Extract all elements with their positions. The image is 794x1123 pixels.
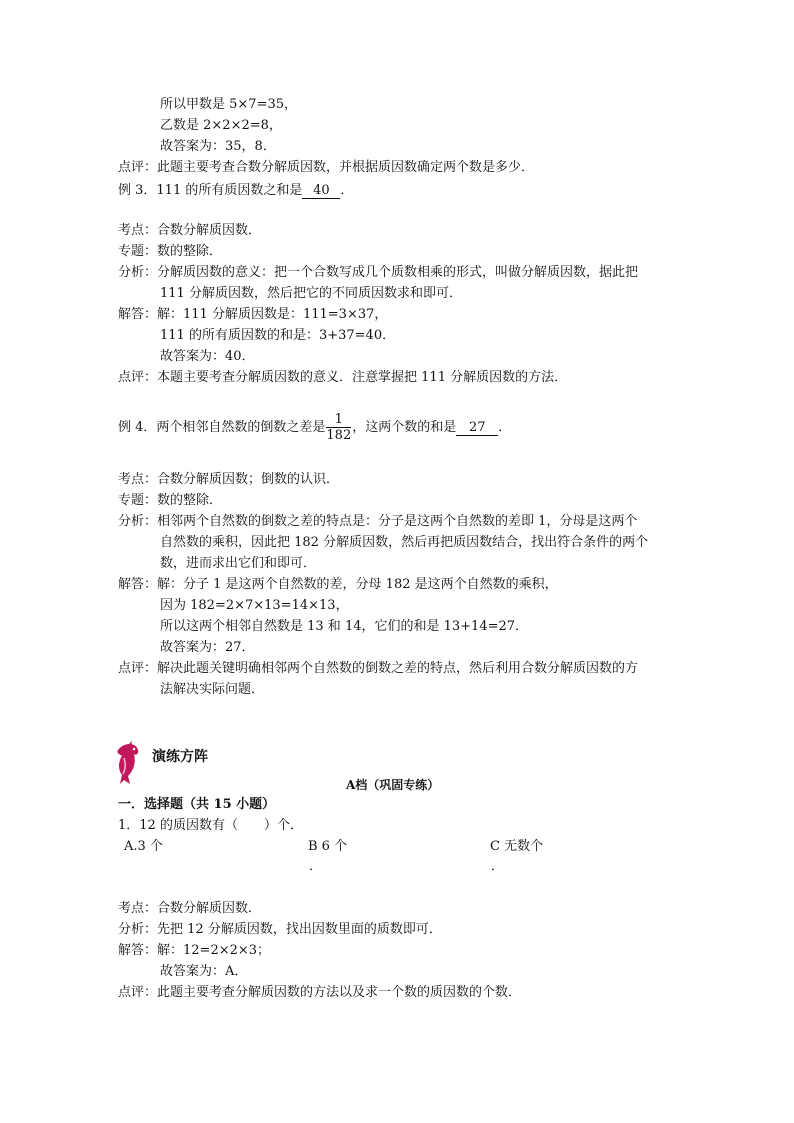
ex4-dianping-2: 法解决实际问题．	[160, 682, 265, 697]
dianping-label: 点评：	[118, 661, 158, 676]
option-c-dot: ．	[491, 859, 505, 874]
dolphin-icon	[112, 740, 142, 788]
fenxi-text: 相邻两个自然数的倒数之差的特点是：分子是这两个自然数的差即 1，分母是这两个	[157, 514, 638, 529]
q1-jieda	[118, 942, 270, 960]
ex3-dianping	[118, 369, 567, 387]
level-title: A档（巩固专练）	[346, 778, 440, 792]
option-b: B 6 个	[308, 839, 348, 854]
ex4-jieda-3: 所以这两个相邻自然数是 13 和 14，它们的和是 13+14=27．	[160, 619, 529, 634]
ex3-kaodian	[118, 222, 261, 240]
dianping-text: 本题主要考查分解质因数的意义．注意掌握把 111 分解质因数的方法．	[157, 370, 568, 385]
jieda-text: 解：12=2×2×3；	[157, 943, 271, 958]
q1-fenxi	[118, 921, 442, 939]
dianping-label: 点评：	[118, 985, 158, 1000]
fenxi-label: 分析：	[118, 922, 158, 937]
zhuanti-label: 专题：	[118, 244, 158, 259]
question-text-b: ，这两个数的和是	[352, 420, 457, 435]
fenxi-text: 先把 12 分解质因数，找出因数里面的质数即可．	[157, 922, 442, 937]
ex4-kaodian	[118, 471, 339, 489]
fraction-denominator: 182	[326, 428, 352, 443]
zhuanti-label: 专题：	[118, 493, 158, 508]
section-heading: 演练方阵	[152, 749, 208, 765]
ex3-jieda-3: 故答案为：40．	[160, 349, 255, 364]
ex4-jieda	[118, 576, 558, 594]
q1-jieda-2: 故答案为：A．	[160, 964, 248, 979]
question-end: ．	[340, 183, 354, 198]
kaodian-label: 考点：	[118, 901, 158, 916]
question-text-a: 例 4．两个相邻自然数的倒数之差是	[118, 420, 326, 435]
ex4-fenxi	[118, 513, 637, 531]
kaodian-text: 合数分解质因数．	[157, 223, 262, 238]
kaodian-text: 合数分解质因数．	[157, 901, 262, 916]
jieda-label: 解答：	[118, 577, 158, 592]
section-title: 一．选择题（共 15 小题）	[118, 797, 276, 812]
answer-blank: 27	[456, 421, 498, 436]
ex3-fenxi-2: 111 分解质因数，然后把它的不同质因数求和即可．	[160, 286, 462, 301]
fraction-numerator: 1	[334, 412, 343, 427]
question-text: 例 3．111 的所有质因数之和是	[118, 183, 303, 198]
ex2-line-1: 所以甲数是 5×7=35，	[160, 97, 298, 112]
ex4-question	[118, 410, 511, 446]
fenxi-label: 分析：	[118, 265, 158, 280]
dianping-text: 解决此题关键明确相邻两个自然数的倒数之差的特点，然后利用合数分解质因数的方	[157, 661, 639, 676]
zhuanti-text: 数的整除．	[157, 244, 223, 259]
jieda-text: 解：111 分解质因数是：111=3×37，	[157, 307, 388, 322]
kaodian-label: 考点：	[118, 223, 158, 238]
dianping-text: 此题主要考查分解质因数的方法以及求一个数的质因数的个数．	[157, 985, 522, 1000]
ex2-line-2: 乙数是 2×2×2=8，	[160, 118, 282, 133]
option-b-dot: ．	[309, 859, 323, 874]
ex4-dianping	[118, 660, 638, 678]
ex3-jieda	[118, 306, 387, 324]
kaodian-text: 合数分解质因数；倒数的认识．	[157, 472, 340, 487]
fenxi-text: 分解质因数的意义：把一个合数写成几个质数相乘的形式，叫做分解质因数，据此把	[157, 265, 639, 280]
ex4-fenxi-3: 数，进而求出它们和即可．	[160, 556, 317, 571]
answer-blank: 40	[302, 184, 340, 199]
ex4-fenxi-2: 自然数的乘积，因此把 182 分解质因数，然后再把质因数结合，找出符合条件的两个	[160, 535, 649, 550]
fraction	[326, 412, 351, 443]
ex4-zhuanti	[118, 492, 222, 510]
kaodian-label: 考点：	[118, 472, 158, 487]
fenxi-label: 分析：	[118, 514, 158, 529]
ex3-jieda-2: 111 的所有质因数的和是：3+37=40．	[160, 328, 396, 343]
ex3-zhuanti	[118, 243, 222, 261]
q1-kaodian	[118, 900, 261, 918]
comment-label: 点评：	[118, 160, 158, 175]
q1-dianping	[118, 984, 521, 1002]
ex4-jieda-2: 因为 182=2×7×13=14×13，	[160, 598, 349, 613]
question-1: 1．12 的质因数有（ ）个．	[118, 818, 303, 833]
ex2-comment	[118, 159, 534, 177]
jieda-text: 解：分子 1 是这两个自然数的差，分母 182 是这两个自然数的乘积，	[157, 577, 558, 592]
dianping-label: 点评：	[118, 370, 158, 385]
ex3-fenxi	[118, 264, 638, 282]
comment-text: 此题主要考查合数分解质因数，并根据质因数确定两个数是多少．	[157, 160, 535, 175]
ex4-jieda-4: 故答案为：27．	[160, 640, 255, 655]
jieda-label: 解答：	[118, 307, 158, 322]
ex3-question	[118, 182, 353, 200]
zhuanti-text: 数的整除．	[157, 493, 223, 508]
option-a: A.3 个	[124, 839, 163, 854]
ex2-line-3: 故答案为：35，8．	[160, 139, 276, 154]
jieda-label: 解答：	[118, 943, 158, 958]
question-end: ．	[498, 420, 512, 435]
option-c: C 无数个	[490, 839, 544, 854]
